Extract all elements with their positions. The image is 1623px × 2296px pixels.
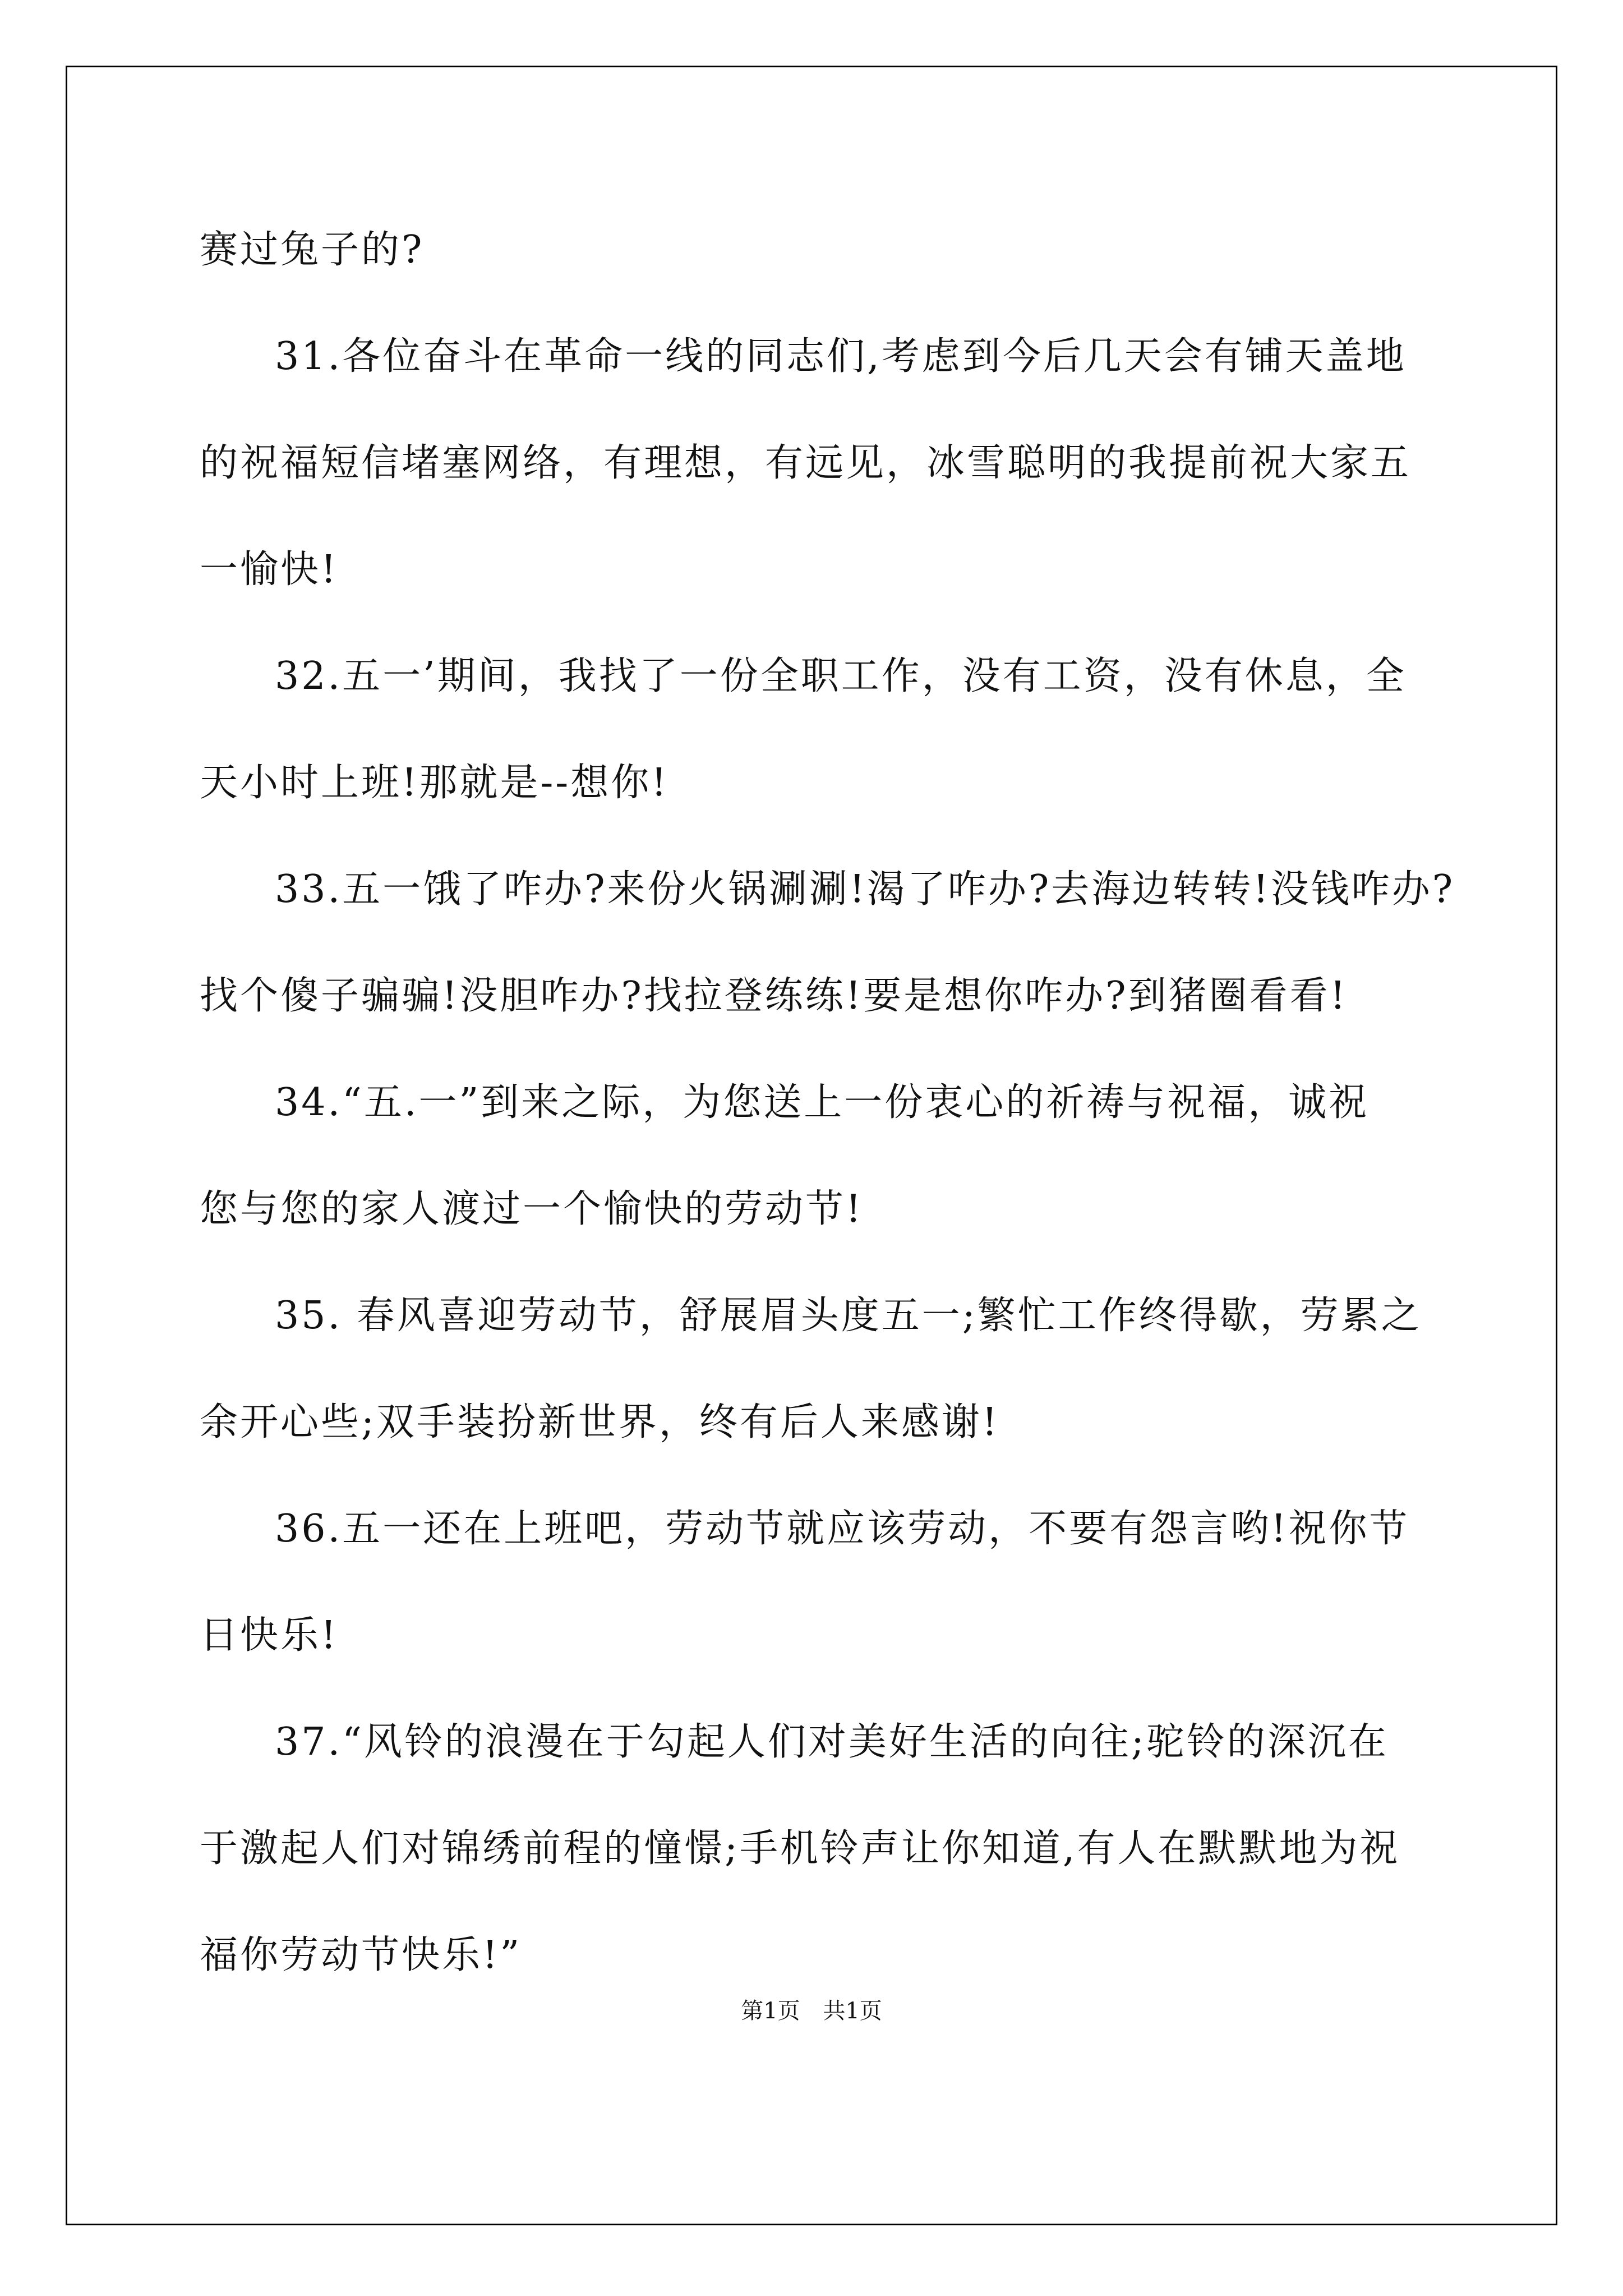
text-line: 福你劳动节快乐!” (200, 1933, 522, 1977)
page-total: 共1页 (823, 1998, 882, 2024)
text-line: 36.五一还在上班吧，劳动节就应该劳动，不要有怨言哟!祝你节 (275, 1507, 1410, 1551)
page-footer (0, 1997, 1623, 2025)
page-border (66, 66, 1557, 2225)
text-line: 37.“风铃的浪漫在于勾起人们对美好生活的向往;驼铃的深沉在 (275, 1720, 1389, 1764)
page-number: 第1页 (741, 1998, 800, 2024)
text-line: 于激起人们对锦绣前程的憧憬;手机铃声让你知道,有人在默默地为祝 (200, 1826, 1400, 1871)
text-line: 一愉快! (200, 547, 339, 592)
text-line: 33.五一饿了咋办?来份火锅涮涮!渴了咋办?去海边转转!没钱咋办? (275, 867, 1455, 912)
text-line: 天小时上班!那就是--想你! (200, 761, 669, 805)
text-line: 的祝福短信堵塞网络，有理想，有远见，冰雪聪明的我提前祝大家五 (200, 441, 1412, 485)
text-line: 日快乐! (200, 1613, 339, 1658)
text-line: 32.五一’期间，我找了一份全职工作，没有工资，没有休息，全 (275, 654, 1407, 698)
text-line: 赛过兔子的? (200, 228, 425, 272)
text-line: 余开心些;双手装扮新世界，终有后人来感谢! (200, 1400, 1000, 1444)
text-line: 35. 春风喜迎劳动节，舒展眉头度五一;繁忙工作终得歇，劳累之 (275, 1294, 1422, 1338)
text-line: 您与您的家人渡过一个愉快的劳动节! (200, 1187, 864, 1231)
text-line: 34.“五.一”到来之际，为您送上一份衷心的祈祷与祝福，诚祝 (275, 1080, 1370, 1125)
text-line: 31.各位奋斗在革命一线的同志们,考虑到今后几天会有铺天盖地 (275, 334, 1407, 379)
text-line: 找个傻子骗骗!没胆咋办?找拉登练练!要是想你咋办?到猪圈看看! (200, 974, 1348, 1018)
